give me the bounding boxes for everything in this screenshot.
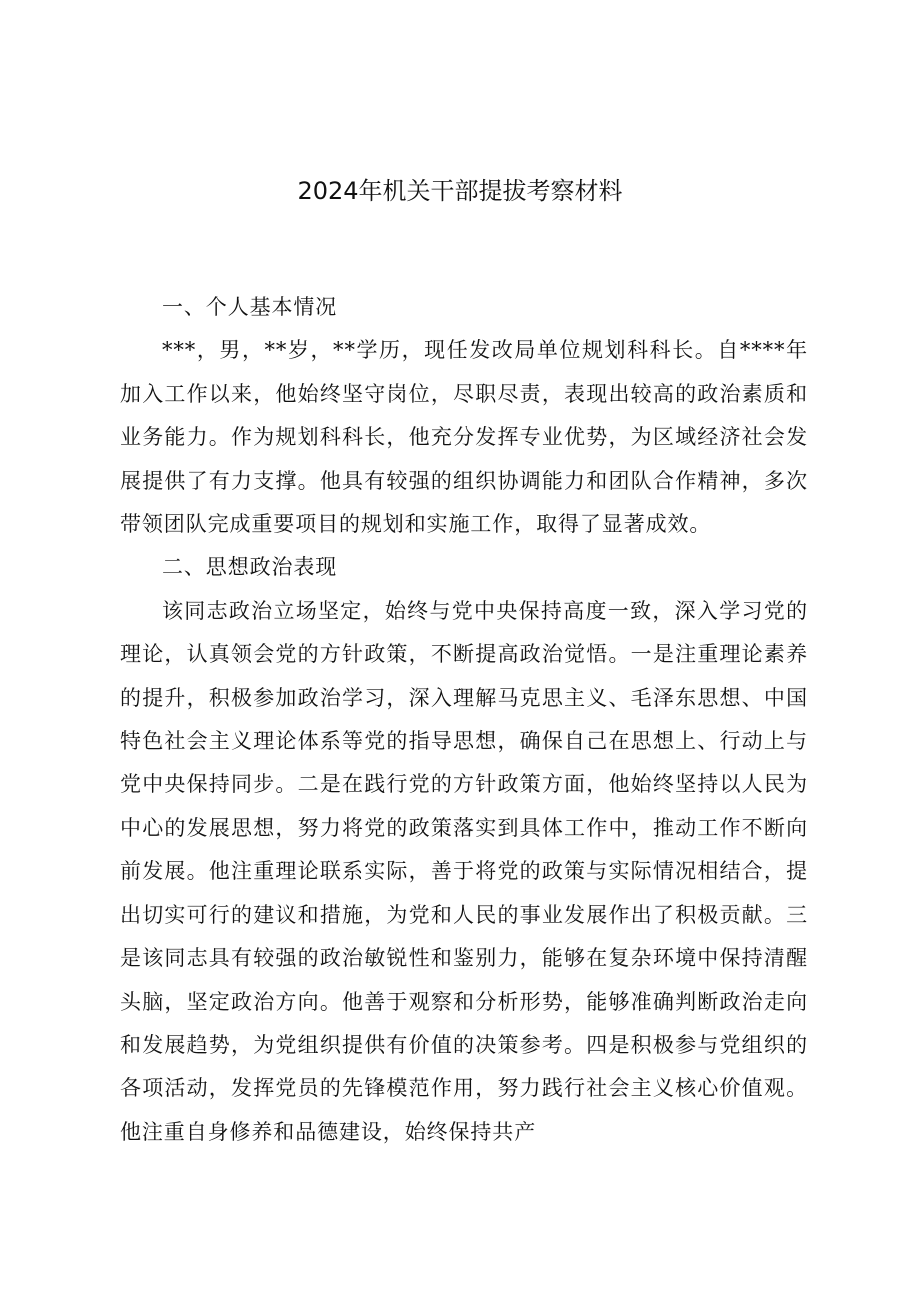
section-heading-political-performance: 二、思想政治表现: [162, 555, 338, 580]
section-paragraph-political-performance: 该同志政治立场坚定，始终与党中央保持高度一致，深入学习党的理论，认真领会党的方针政策，不断提高政治觉悟。一是注重理论素养的提升，积极参加政治学习，深入理解马克思主义、毛泽东思想、中国特色社会主义理论体系等党的指导思想，确保自己在思想上、行动上与党中央保持同步。二是在践行党的方针政策方面，他始终坚持以人民为中心的发展思想，努力将党的政策落实到具体工作中，推动工作不断向前发展。他注重理论联系实际，善于将党的政策与实际情况相结合，提出切实可行的建议和措施，为党和人民的事业发展作出了积极贡献。三是该同志具有较强的政治敏锐性和鉴别力，能够在复杂环境中保持清醒头脑，坚定政治方向。他善于观察和分析形势，能够准确判断政治走向和发展趋势，为党组织提供有价值的决策参考。四是积极参与党组织的各项活动，发挥党员的先锋模范作用，努力践行社会主义核心价值观。他注重自身修养和品德建设，始终保持共产: [120, 598, 808, 1144]
document-body: [120, 286, 808, 1154]
document-title: 2024年机关干部提拔考察材料: [297, 177, 623, 205]
section-paragraph-basic-info: ***，男，**岁，**学历，现任发改局单位规划科科长。自****年加入工作以来，他始终坚守岗位，尽职尽责，表现出较高的政治素质和业务能力。作为规划科科长，他充分发挥专业优势，为区域经济社会发展提供了有力支撑。他具有较强的组织协调能力和团队合作精神，多次带领团队完成重要项目的规划和实施工作，取得了显著成效。: [120, 338, 808, 537]
section-heading-basic-info: 一、个人基本情况: [162, 295, 338, 319]
